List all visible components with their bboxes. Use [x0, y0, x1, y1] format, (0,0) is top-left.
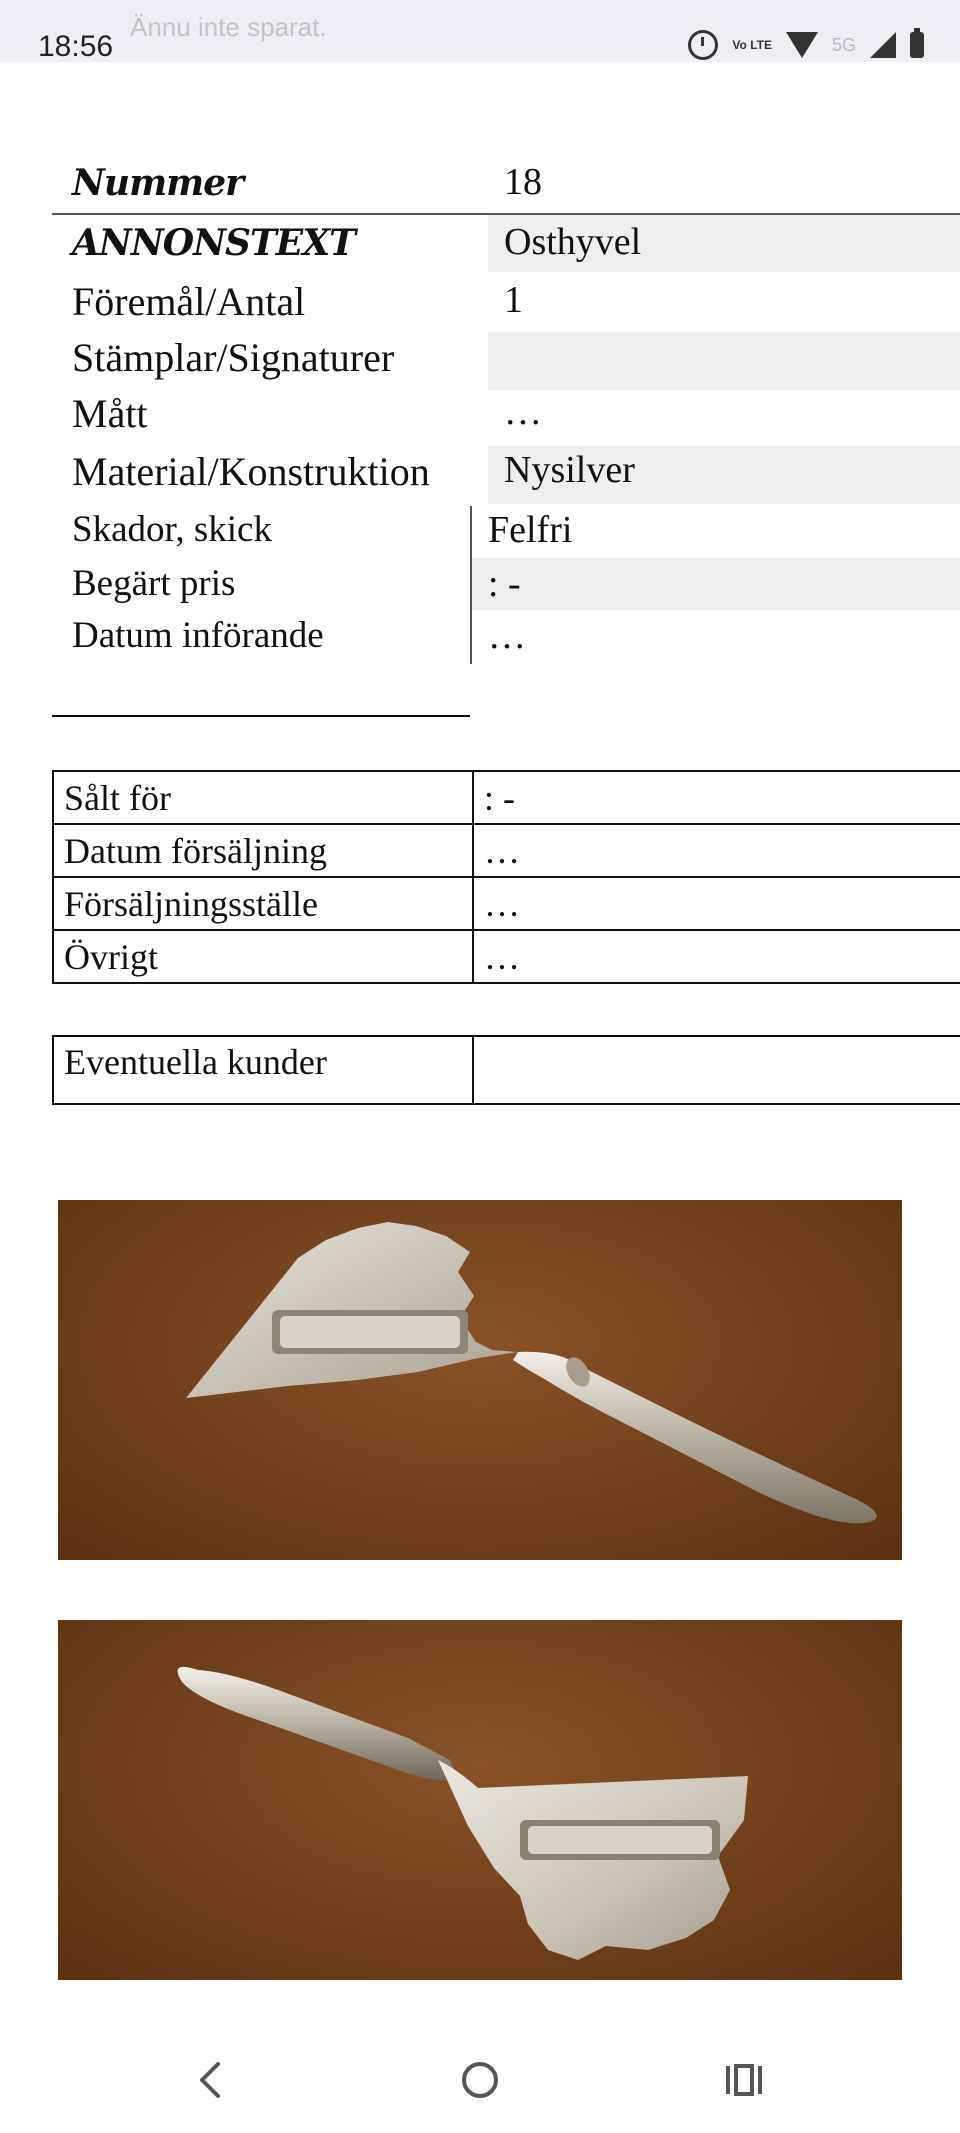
info-value: Osthyvel [504, 221, 642, 263]
network-type: 5G [831, 34, 856, 55]
sales-value: … [473, 930, 960, 983]
info-value: … [504, 391, 542, 433]
sales-label: Övrigt [53, 930, 473, 983]
header-divider [52, 213, 960, 215]
sales-value: : - [473, 771, 960, 824]
status-time: 18:56 [38, 30, 114, 63]
product-photo-2 [58, 1620, 902, 1980]
info-label: Nummer [72, 162, 244, 204]
table-row [53, 824, 960, 877]
shaded-cell [472, 558, 960, 610]
info-label: Stämplar/Signaturer [72, 335, 395, 380]
info-label: Begärt pris [72, 563, 236, 604]
customers-table [52, 1035, 960, 1105]
sales-label: Datum försäljning [53, 824, 473, 877]
info-value: … [488, 615, 526, 657]
cheese-slicer-illustration [58, 1200, 902, 1560]
home-icon [458, 2058, 502, 2102]
signal-icon [870, 32, 896, 58]
customers-value [473, 1036, 960, 1104]
battery-icon [910, 32, 924, 58]
sales-label: Försäljningsställe [53, 877, 473, 930]
status-bar [0, 0, 960, 62]
info-value: Nysilver [504, 449, 635, 491]
recents-button[interactable] [722, 2058, 766, 2107]
alarm-icon [688, 30, 718, 60]
volte-icon: Vo LTE [732, 38, 772, 52]
sales-label: Sålt för [53, 771, 473, 824]
section-divider [52, 715, 470, 717]
info-value: 1 [504, 279, 523, 321]
customers-label: Eventuella kunder [53, 1036, 473, 1104]
table-row [53, 930, 960, 983]
back-button[interactable] [190, 2058, 230, 2107]
info-value: Felfri [488, 509, 573, 551]
recents-icon [722, 2058, 766, 2102]
sales-value: … [473, 824, 960, 877]
info-label: Datum införande [72, 615, 324, 656]
wifi-icon [786, 32, 818, 58]
info-label: ANNONSTEXT [72, 222, 355, 264]
product-photo-1 [58, 1200, 902, 1560]
info-value: 18 [504, 161, 542, 203]
info-value: : - [488, 563, 521, 605]
table-row [53, 1036, 960, 1104]
info-label: Mått [72, 391, 148, 436]
sales-table [52, 770, 960, 984]
info-label: Material/Konstruktion [72, 449, 430, 494]
table-row [53, 877, 960, 930]
home-button[interactable] [458, 2058, 502, 2107]
sales-value: … [473, 877, 960, 930]
table-row [53, 771, 960, 824]
status-icons [688, 30, 924, 60]
cheese-slicer-illustration [58, 1620, 902, 1980]
unsaved-notice: Ännu inte sparat. [130, 12, 327, 42]
info-label: Skador, skick [72, 509, 272, 550]
info-label: Föremål/Antal [72, 279, 306, 324]
back-icon [190, 2058, 230, 2102]
shaded-cell [488, 332, 960, 390]
column-divider [470, 506, 472, 664]
navigation-bar [0, 2030, 960, 2133]
